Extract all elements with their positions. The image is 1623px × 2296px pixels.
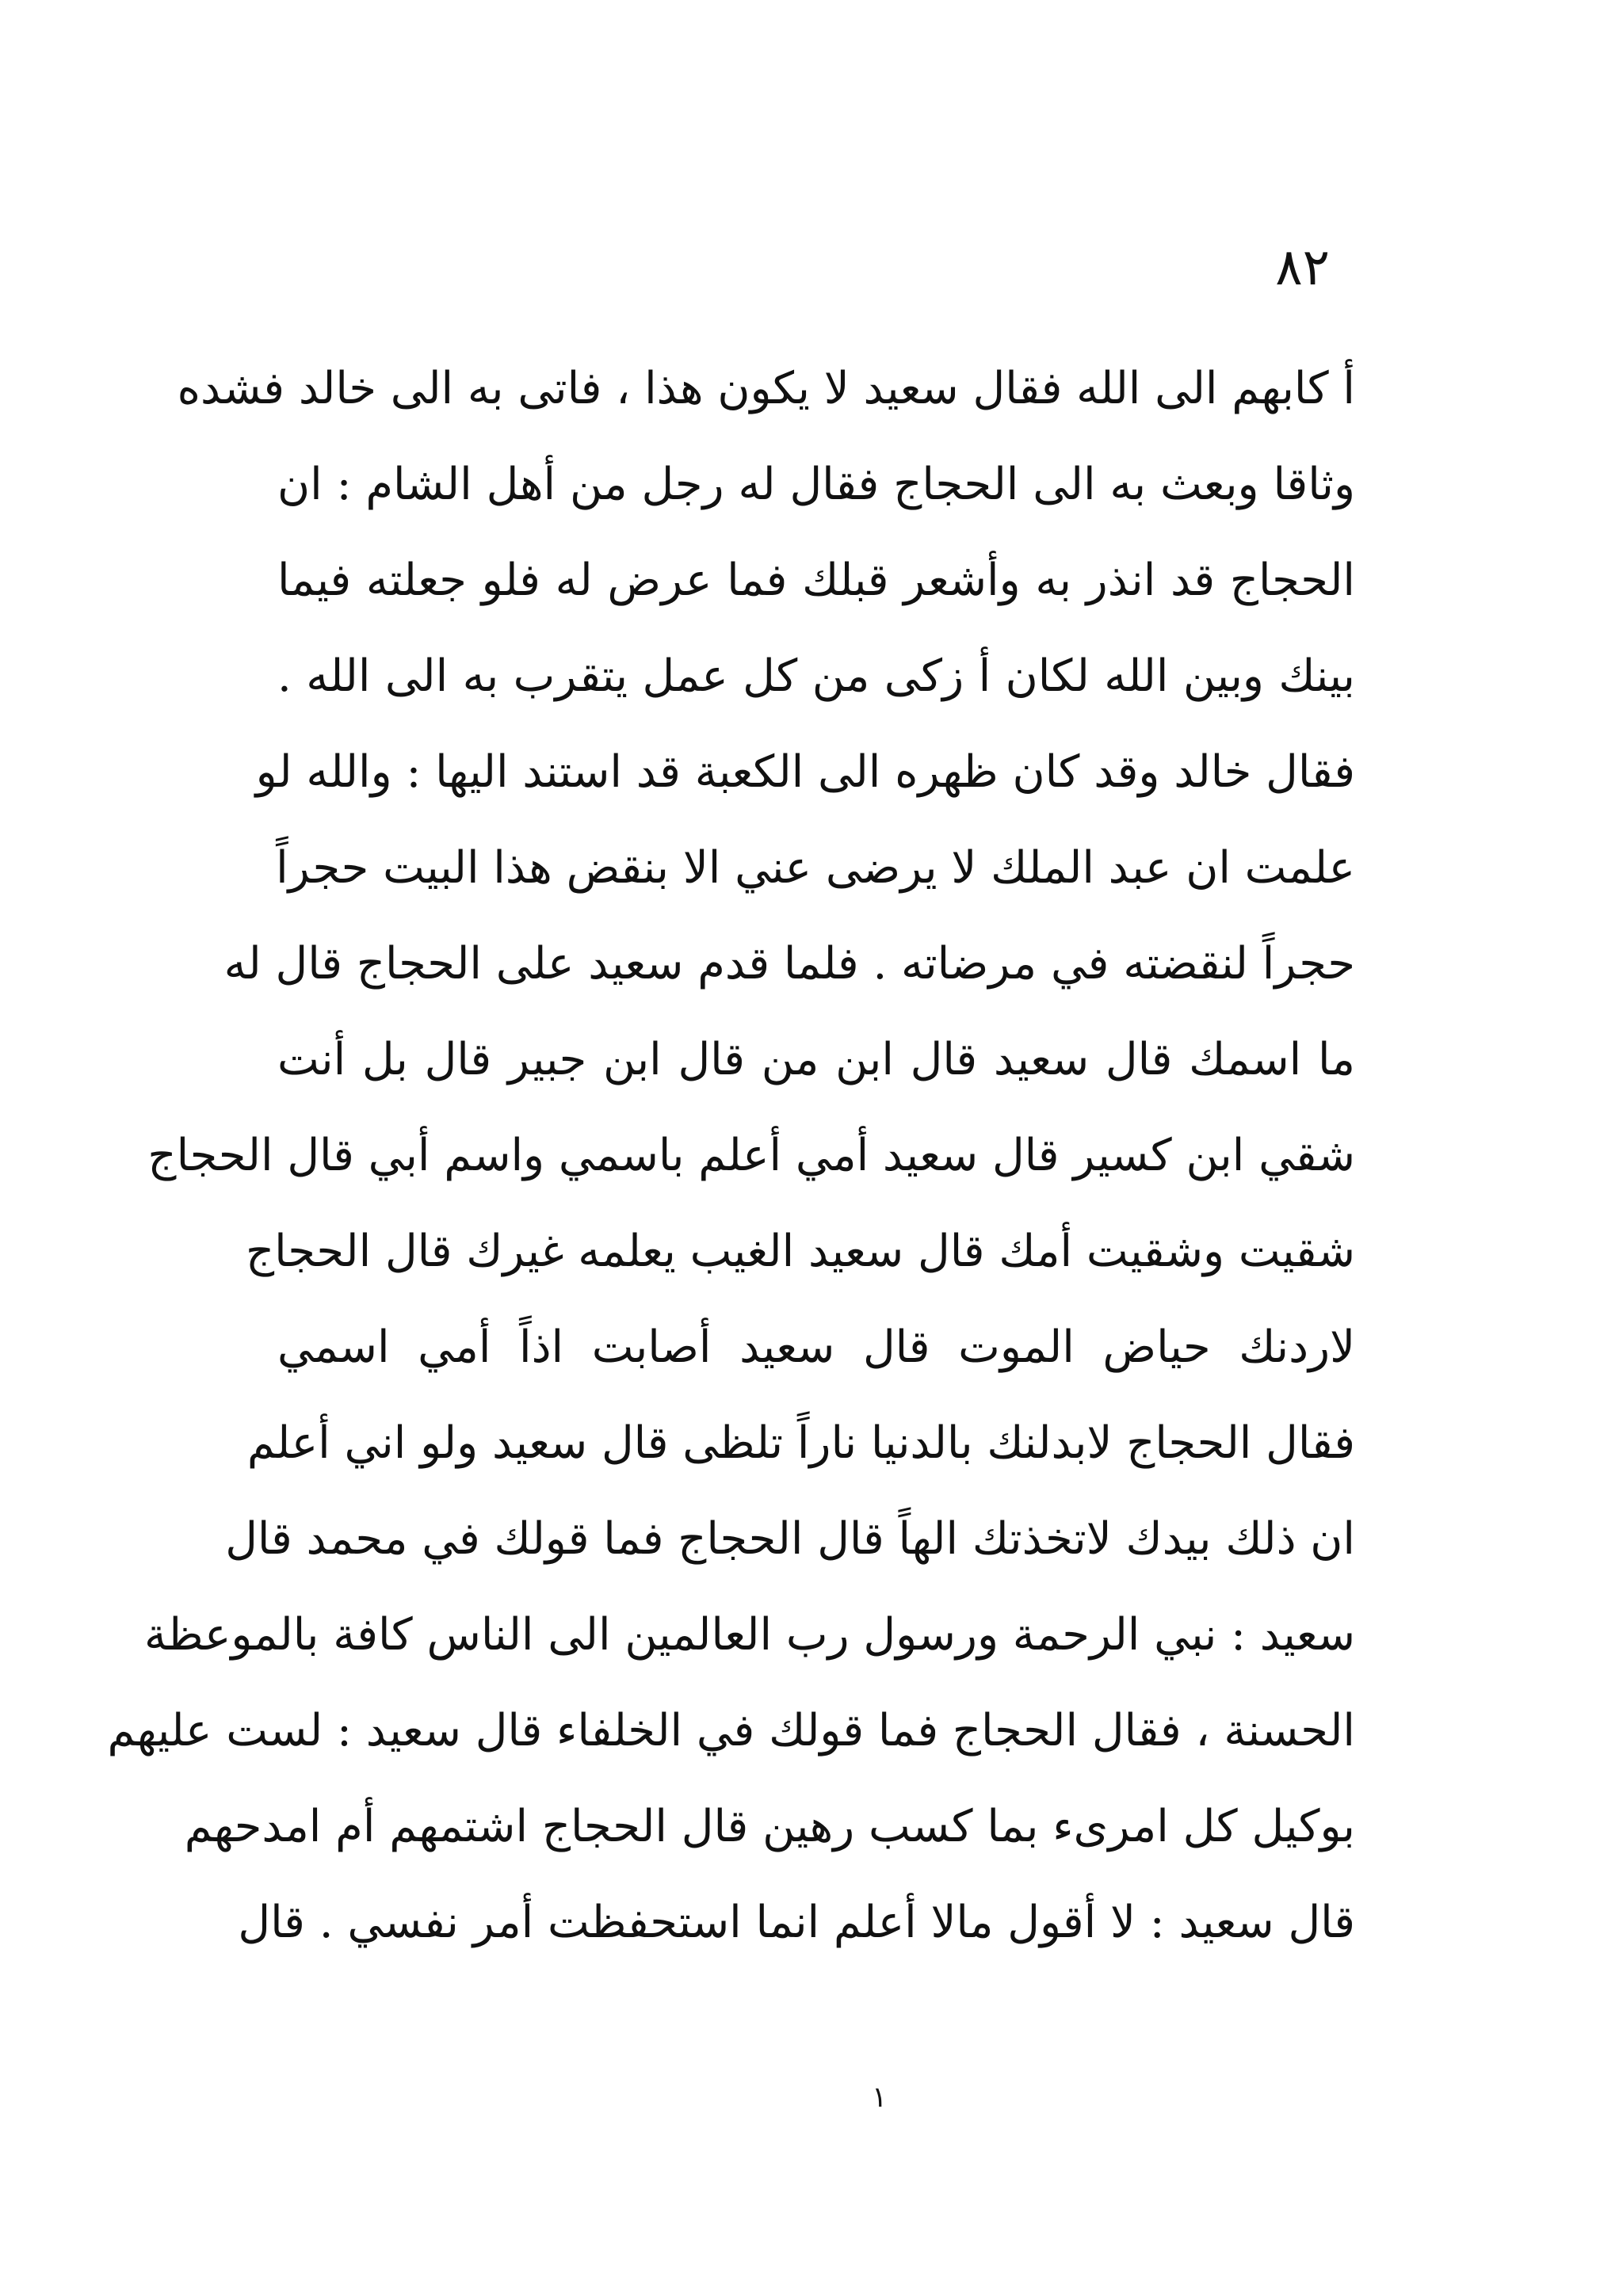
- text-line-6: علمت ان عبد الملك لا يرضى عني الا بنقض هذا البيت حجراً: [276, 842, 1355, 894]
- text-line-2: وثاقا وبعث به الى الحجاج فقال له رجل من أهل الشام : ان: [277, 459, 1355, 510]
- text-line-4: بينك وبين الله لكان أ زكى من كل عمل يتقرب به الى الله .: [277, 650, 1356, 702]
- text-line-17: قال سعيد : لا أقول مالا أعلم انما استحفظت أمر نفسي . قال: [238, 1897, 1355, 1948]
- body-text: [107, 341, 1356, 1970]
- text-line-12: فقال الحجاج لابدلنك بالدنيا ناراً تلظى قال سعيد ولو اني أعلم: [246, 1417, 1355, 1469]
- text-line-13: ان ذلك بيدك لاتخذتك الهاً قال الحجاج فما قولك في محمد قال: [225, 1513, 1355, 1565]
- text-line-9: شقي ابن كسير قال سعيد أمي أعلم باسمي واسم أبي قال الحجاج: [147, 1130, 1355, 1181]
- text-line-7: حجراً لنقضته في مرضاته . فلما قدم سعيد على الحجاج قال له: [223, 938, 1355, 990]
- text-line-8: ما اسمك قال سعيد قال ابن من قال ابن جبير قال بل أنت: [277, 1034, 1355, 1085]
- footnote-marker: ١: [872, 2081, 888, 2114]
- text-line-11: لاردنك حياض الموت قال سعيد أصابت اذاً أمي اسمي: [277, 1322, 1355, 1373]
- text-line-5: فقال خالد وقد كان ظهره الى الكعبة قد استند اليها : والله لو: [255, 746, 1355, 798]
- text-line-1: أ كابهم الى الله فقال سعيد لا يكون هذا ، فاتى به الى خالد فشده: [177, 363, 1355, 414]
- text-line-16: بوكيل كل امرىء بما كسب رهين قال الحجاج اشتمهم أم امدحهم: [184, 1801, 1355, 1852]
- page-number: ٨٢: [1275, 238, 1330, 297]
- text-line-15: الحسنة ، فقال الحجاج فما قولك في الخلفاء قال سعيد : لست عليهم: [107, 1705, 1355, 1756]
- text-line-3: الحجاج قد انذر به وأشعر قبلك فما عرض له فلو جعلته فيما: [277, 555, 1355, 606]
- text-line-10: شقيت وشقيت أمك قال سعيد الغيب يعلمه غيرك قال الحجاج: [246, 1226, 1355, 1277]
- text-line-14: سعيد : نبي الرحمة ورسول رب العالمين الى الناس كافة بالموعظة: [144, 1609, 1355, 1661]
